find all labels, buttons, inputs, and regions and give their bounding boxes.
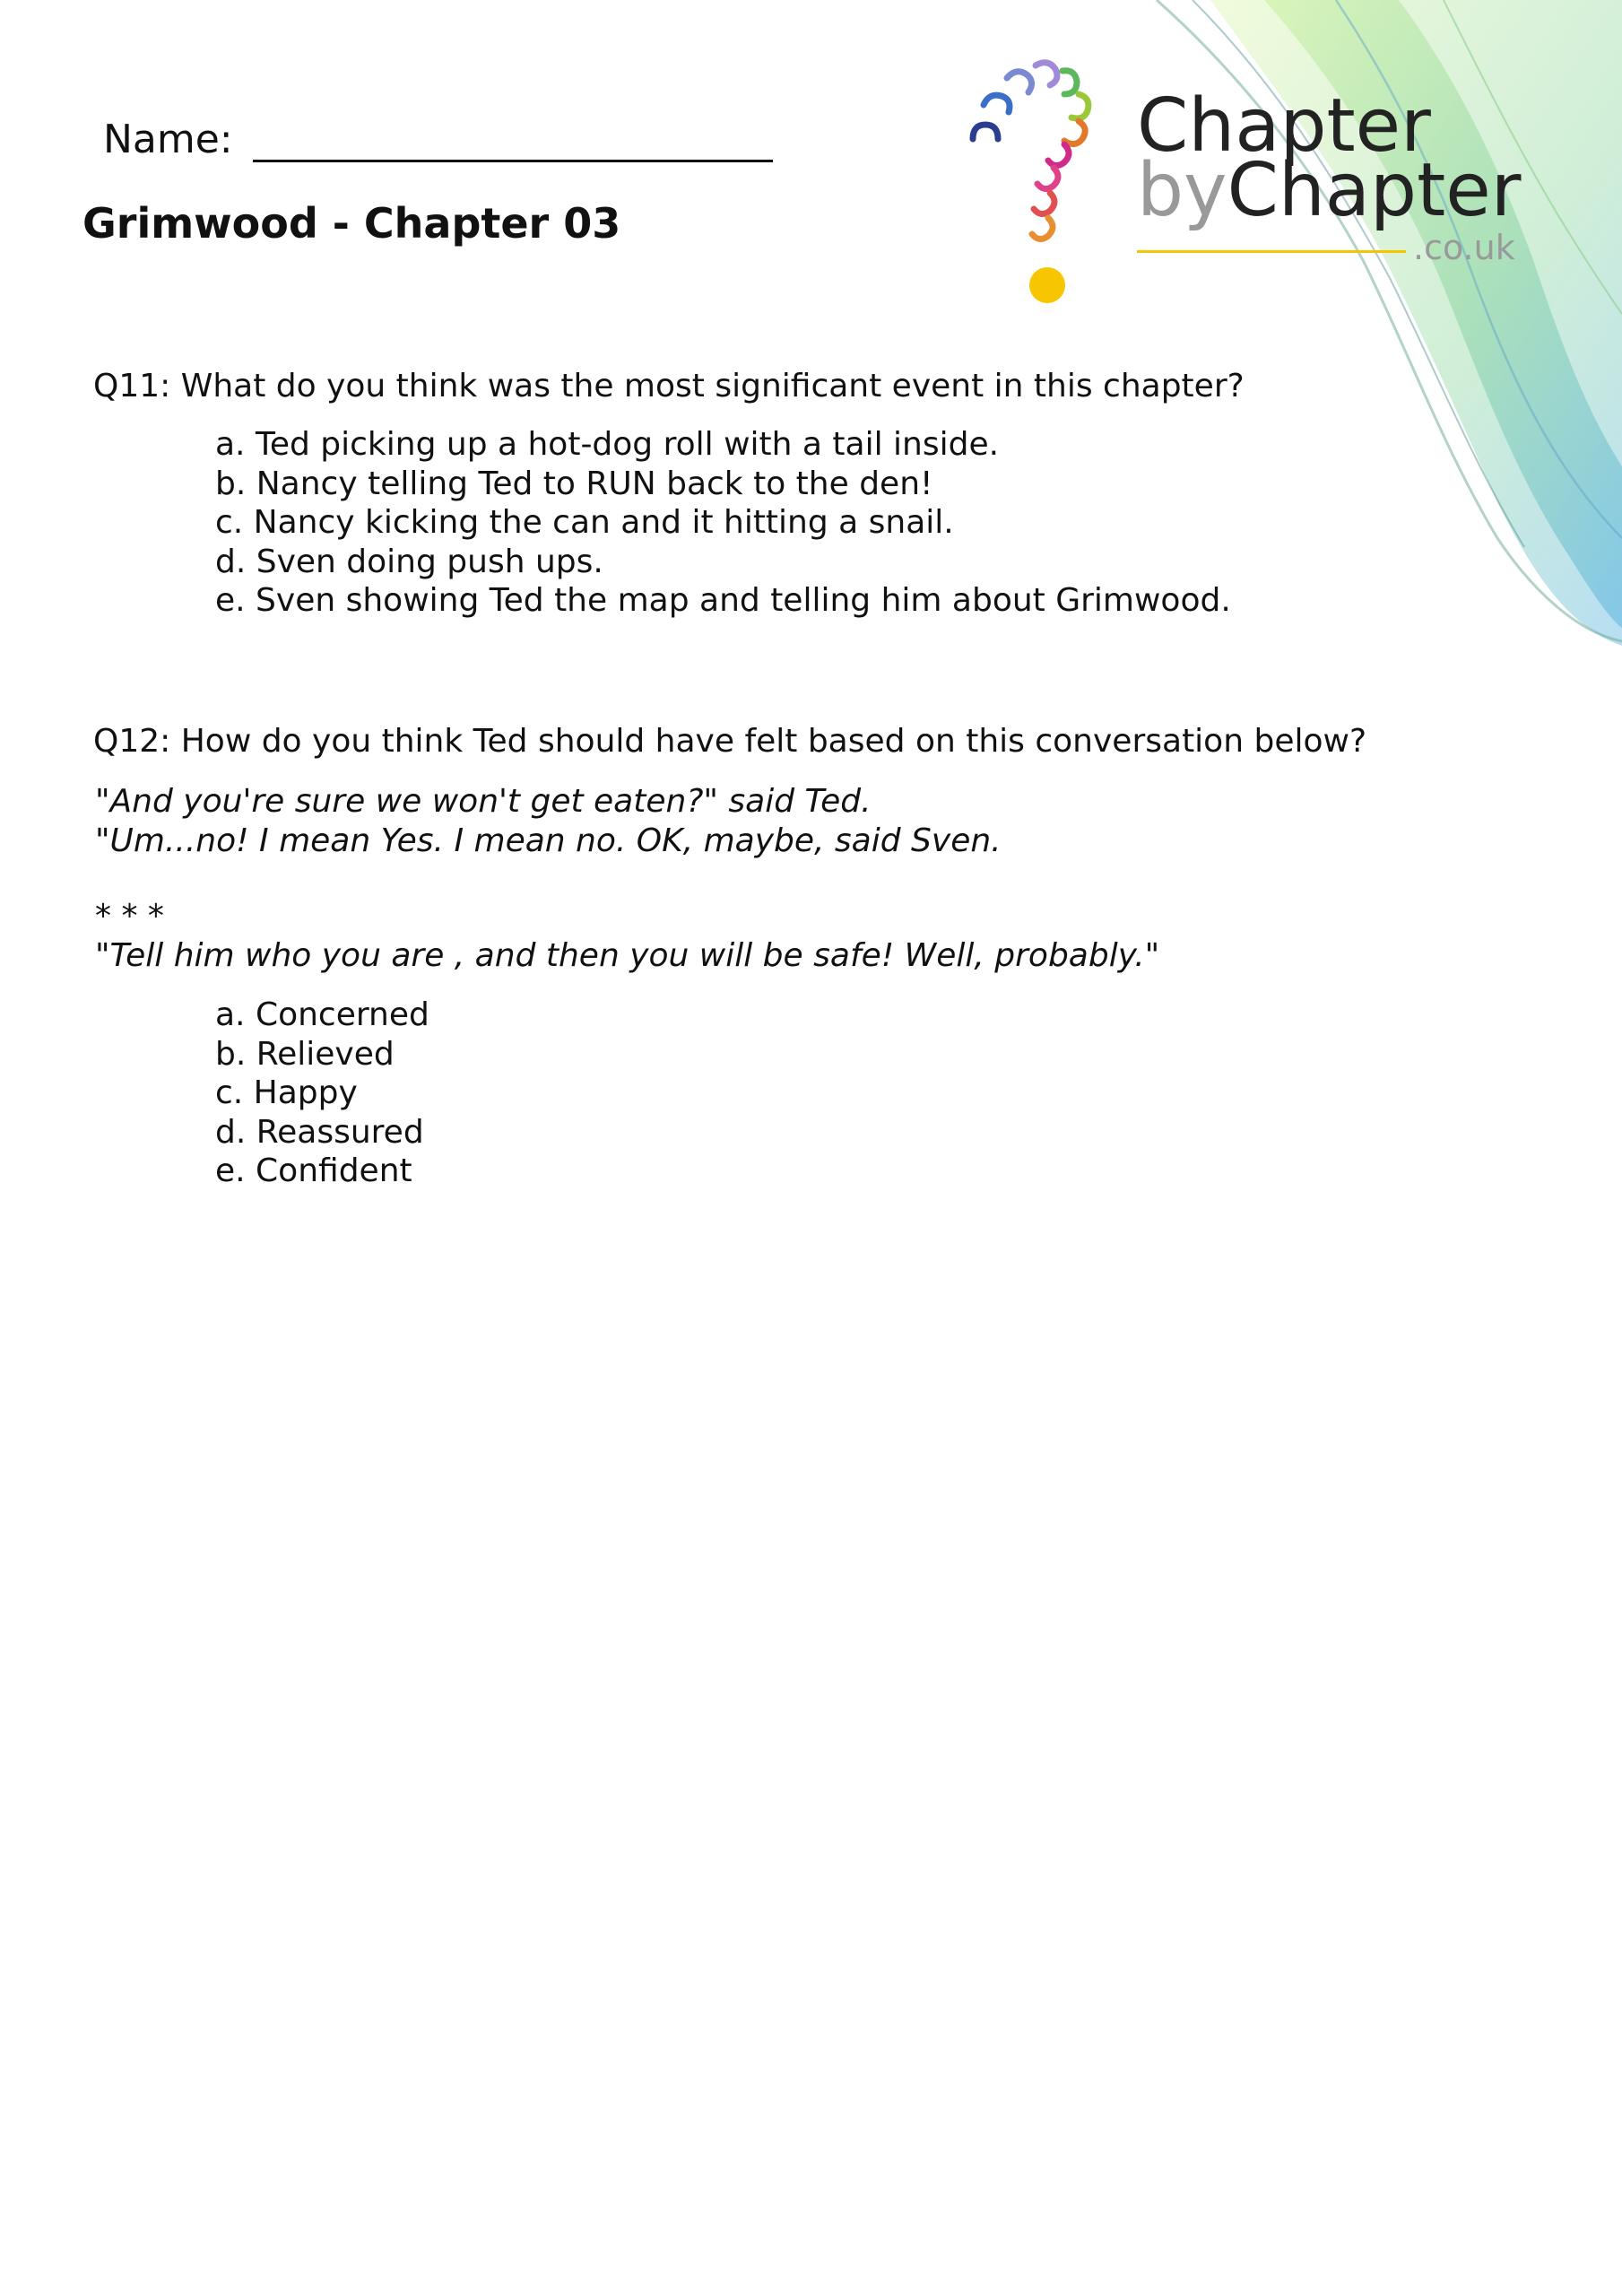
page-title: Grimwood - Chapter 03 [82, 199, 621, 248]
q12-options [215, 996, 429, 1191]
logo-wordmark [1137, 83, 1522, 267]
q11-option-a: a. Ted picking up a hot-dog roll with a tail inside. [215, 426, 1000, 463]
q12-option-b: b. Relieved [215, 1035, 395, 1073]
q11-option-e: e. Sven showing Ted the map and telling him about Grimwood. [215, 582, 1231, 619]
q12-option-c: c. Happy [215, 1074, 358, 1111]
name-label: Name: [103, 117, 233, 162]
q12-option-d: d. Reassured [215, 1113, 424, 1151]
q12-option-e: e. Confident [215, 1152, 412, 1189]
logo-question-mark-icon [964, 49, 1121, 309]
q12-separator: * * * [95, 898, 164, 935]
q11-option-d: d. Sven doing push ups. [215, 543, 603, 580]
q12-quote [95, 782, 1002, 861]
q11-question: Q11: What do you think was the most significant event in this chapter? [93, 368, 1245, 404]
logo-line-2 [1137, 148, 1522, 233]
logo-line-2-suffix: Chapter [1227, 148, 1522, 233]
logo-underline [1137, 250, 1406, 253]
q11-option-c: c. Nancy kicking the can and it hitting a snail. [215, 504, 954, 541]
q12-quote-line-1: "And you're sure we won't get eaten?" said Ted. [95, 783, 872, 820]
q12-quote-2-line: "Tell him who you are , and then you will be safe! Well, probably." [95, 937, 1160, 974]
logo-domain-row [1137, 228, 1521, 267]
logo-line-2-prefix: by [1137, 148, 1227, 233]
name-field[interactable] [253, 118, 773, 162]
q11-options [215, 425, 1231, 621]
logo-domain: .co.uk [1413, 228, 1515, 267]
logo-line-1: Chapter [1137, 83, 1431, 169]
q12-option-a: a. Concerned [215, 996, 429, 1033]
q11-option-b: b. Nancy telling Ted to RUN back to the den! [215, 465, 933, 502]
q12-quote-2 [95, 897, 1159, 976]
q12-question: Q12: How do you think Ted should have felt based on this conversation below? [93, 723, 1367, 760]
name-row [103, 117, 773, 162]
q12-quote-line-2: "Um...no! I mean Yes. I mean no. OK, maybe, said Sven. [95, 822, 1002, 859]
